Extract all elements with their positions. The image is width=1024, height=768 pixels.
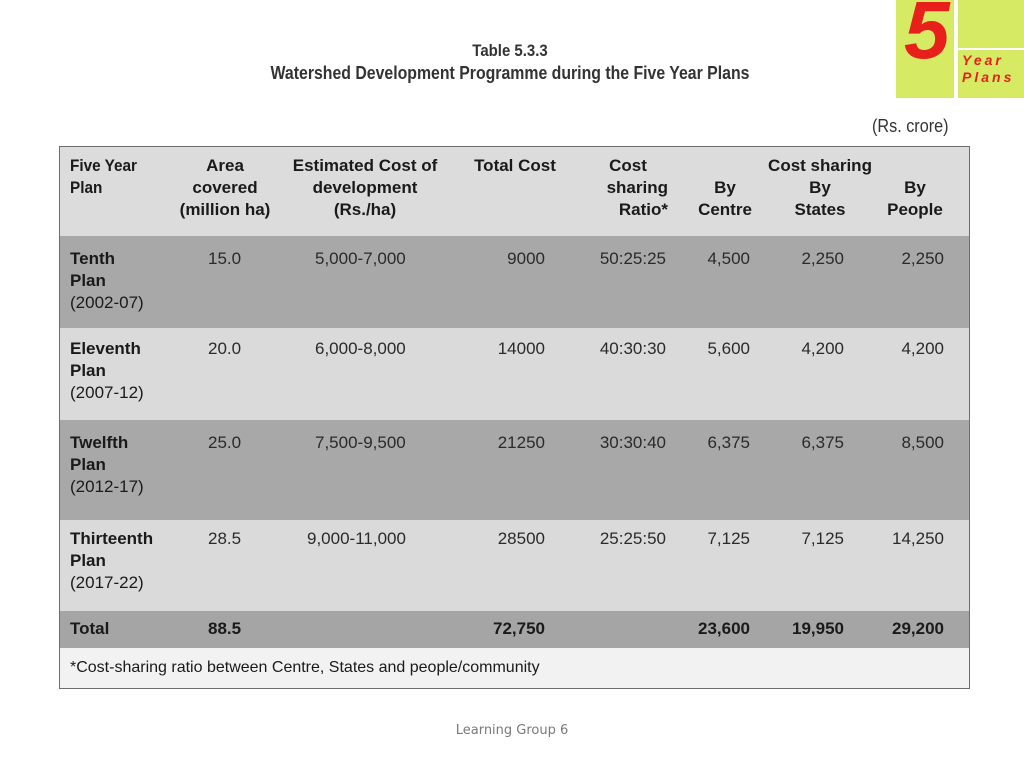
logo-label: Year Plans (962, 52, 1015, 85)
total-label: Total (70, 619, 110, 638)
table-row (60, 520, 969, 611)
centre-value: 6,375 (707, 433, 750, 452)
total-cost-value: 28500 (497, 529, 545, 548)
logo-block (958, 0, 1024, 48)
total-people: 29,200 (892, 619, 944, 638)
total-cost-value: 9000 (507, 249, 545, 268)
table-row (60, 328, 969, 420)
data-table (59, 146, 970, 689)
people-value: 2,250 (901, 249, 944, 268)
centre-value: 5,600 (707, 339, 750, 358)
area-value: 20.0 (208, 339, 242, 358)
area-value: 25.0 (208, 433, 242, 452)
header-plan: Five Year Plan (70, 156, 137, 197)
table-footnote-row (60, 648, 969, 688)
table-row (60, 236, 969, 328)
total-states: 19,950 (792, 619, 844, 638)
total-cost-value: 21250 (497, 433, 545, 452)
est-cost-value: 6,000-8,000 (315, 339, 406, 358)
people-value: 8,500 (901, 433, 944, 452)
est-cost-value: 5,000-7,000 (315, 249, 406, 268)
ratio-value: 40:30:30 (599, 339, 666, 358)
plan-name: Tenth Plan (2002-07) (70, 249, 144, 312)
unit-label: (Rs. crore) (872, 116, 949, 136)
table-title (170, 40, 850, 84)
table-total-row (60, 611, 969, 648)
table-number: Table 5.3.3 (472, 41, 548, 60)
states-value: 4,200 (801, 339, 844, 358)
states-value: 6,375 (801, 433, 844, 452)
est-cost-value: 9,000-11,000 (307, 529, 406, 548)
states-value: 2,250 (801, 249, 844, 268)
people-value: 4,200 (901, 339, 944, 358)
header-by-states: By States (794, 178, 846, 219)
header-cost-sharing: Cost sharing (768, 156, 872, 175)
plan-name: Twelfth Plan (2012-17) (70, 433, 144, 496)
slide-footer: Learning Group 6 (455, 723, 569, 738)
table-row (60, 420, 969, 520)
centre-value: 7,125 (707, 529, 750, 548)
footnote: *Cost-sharing ratio between Centre, States and people/community (70, 659, 540, 676)
centre-value: 4,500 (707, 249, 750, 268)
people-value: 14,250 (892, 529, 944, 548)
area-value: 28.5 (208, 529, 242, 548)
states-value: 7,125 (801, 529, 844, 548)
total-area: 88.5 (208, 619, 242, 638)
header-by-people: By People (887, 178, 943, 219)
total-centre: 23,600 (698, 619, 750, 638)
plan-name: Thirteenth Plan (2017-22) (70, 529, 154, 592)
plan-name: Eleventh Plan (2007-12) (70, 339, 144, 402)
area-value: 15.0 (208, 249, 242, 268)
header-area: Area covered (million ha) (179, 156, 271, 219)
table-caption: Watershed Development Programme during the Five Year Plans (270, 63, 750, 83)
header-by-centre: By Centre (698, 178, 752, 219)
five-year-plans-logo (896, 0, 1024, 98)
ratio-value: 30:30:40 (599, 433, 666, 452)
est-cost-value: 7,500-9,500 (315, 433, 406, 452)
header-estimated-cost: Estimated Cost of development (Rs./ha) (292, 156, 438, 219)
total-cost-sum: 72,750 (493, 619, 545, 638)
ratio-value: 25:25:50 (599, 529, 666, 548)
total-cost-value: 14000 (497, 339, 545, 358)
header-ratio: Cost sharing Ratio* (606, 156, 668, 219)
logo-number: 5 (904, 0, 950, 76)
table-header-row (60, 147, 969, 236)
ratio-value: 50:25:25 (599, 249, 666, 268)
header-total-cost: Total Cost (474, 156, 556, 175)
